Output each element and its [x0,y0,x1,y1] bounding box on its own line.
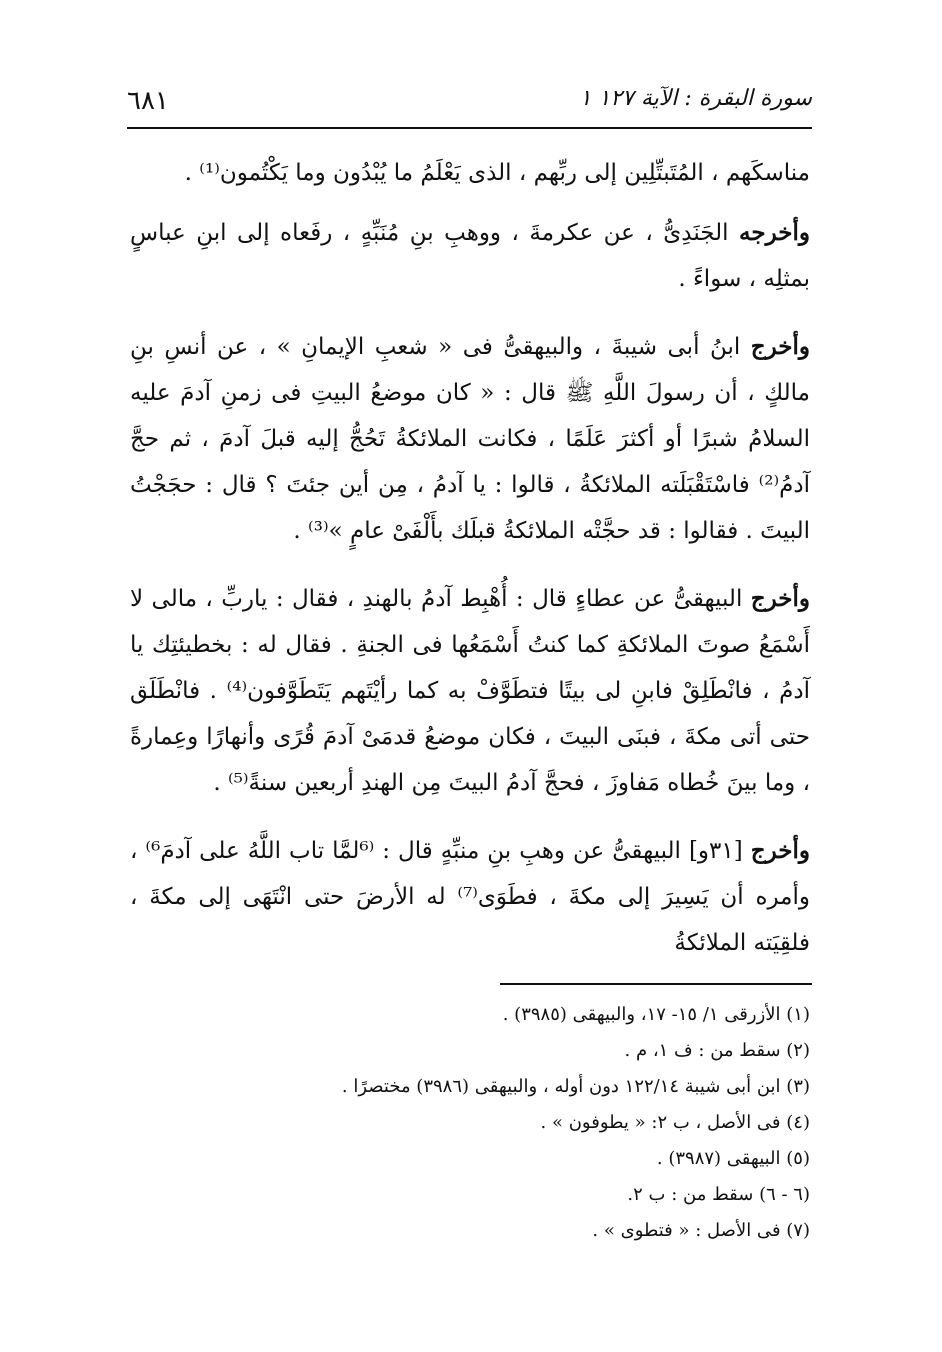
footnote-6: (٦ - ٦) سقط من : ب ٢. [627,1184,810,1205]
footnote-1: (١) الأزرقى ١/ ١٥- ١٧، والبيهقى (٣٩٨٥) . [502,1004,810,1025]
paragraph-lead: وأخرجه [739,219,810,246]
paragraph-2 [130,210,810,302]
paragraph-text: [٣١و] البيهقىُّ عن وهبِ بنِ منبِّهٍ قال : ⁽⁶لمَّا تاب اللَّهُ على آدمَ⁶⁾ ، وأمره أن يَسِيرَ إلى مكةَ ، فطَوَى⁽⁷⁾ له الأرضَ حتى انْتَهَى إلى مكةَ ، فلقِيَته الملائكةُ [130,838,810,956]
paragraph-lead: وأخرج [750,333,810,360]
paragraph-text: البيهقىُّ عن عطاءٍ قال : أُهْبِط آدمُ بالهندِ ، فقال : ياربِّ ، مالى لا أَسْمَعُ صوتَ الملائكةِ كما كنتُ أَسْمَعُها فى الجنةِ . فقال له : بخطيئتِك يا آدمُ ، فانْطَلِقْ فابنِ لى بيتًا فتطَوَّفْ به كما رأيْتَهم يَتَطَوَّفون⁽⁴⁾ . فانْطَلَق حتى أتى مكةَ ، فبنَى البيتَ ، فكان موضعُ قدمَىْ آدمَ قُرًى وأنهارًا وعِمارةً ، وما بينَ خُطاه مَفاوزَ ، فحجَّ آدمُ البيتَ مِن الهندِ أربعين سنةً⁽⁵⁾ . [130,586,810,796]
footnote-5: (٥) البيهقى (٣٩٨٧) . [656,1148,810,1169]
paragraph-1 [130,150,810,196]
footnote-7: (٧) فى الأصل : « فتطوى » . [592,1220,810,1241]
page-number: ٦٨١ [127,86,169,116]
paragraph-5 [130,828,810,966]
paragraph-4 [130,576,810,806]
paragraph-3 [130,324,810,554]
footnotes [130,1000,810,1252]
footnote-2: (٢) سقط من : ف ١، م . [624,1040,810,1061]
running-title: سورة البقرة : الآية ١٢٧ ١ [579,86,812,111]
paragraph-text: مناسكَهم ، المُتَبتِّلِين إلى ربِّهم ، الذى يَعْلَمُ ما يُبْدُون وما يَكْتُمون⁽¹⁾ . [184,160,810,186]
page-header [127,86,812,116]
paragraph-text: ابنُ أبى شيبةَ ، والبيهقىُّ فى « شعبِ الإيمانِ » ، عن أنسِ بنِ مالكٍ ، أن رسولَ اللَّهِ ﷺ قال : « كان موضعُ البيتِ فى زمنِ آدمَ عليه السلامُ شبرًا أو أكثرَ عَلَمًا ، فكانت الملائكةُ تَحُجُّ إليه قبلَ آدمَ ، ثم حجَّ آدمُ⁽²⁾ فاسْتَقْبَلَته الملائكةُ ، قالوا : يا آدمُ ، مِن أين جئتَ ؟ قال : حجَجْتُ البيتَ . فقالوا : قد حجَّتْه الملائكةُ قبلَك بأَلْفَىْ عامٍ »⁽³⁾ . [130,334,810,544]
paragraph-lead: وأخرج [750,837,811,864]
footnote-rule [500,983,812,985]
main-text [130,150,810,988]
footnote-3: (٣) ابن أبى شيبة ١٢٢/١٤ دون أوله ، والبيهقى (٣٩٨٦) مختصرًا . [341,1076,810,1097]
paragraph-lead: وأخرج [750,585,810,612]
header-rule [127,127,812,129]
footnote-4: (٤) فى الأصل ، ب ٢: « يطوفون » . [540,1112,810,1133]
paragraph-text: الجَنَدِىُّ ، عن عكرمةَ ، ووهبِ بنِ مُنَبِّهٍ ، رفَعاه إلى ابنِ عباسٍ بمثلِه ، سواءً . [130,220,810,292]
